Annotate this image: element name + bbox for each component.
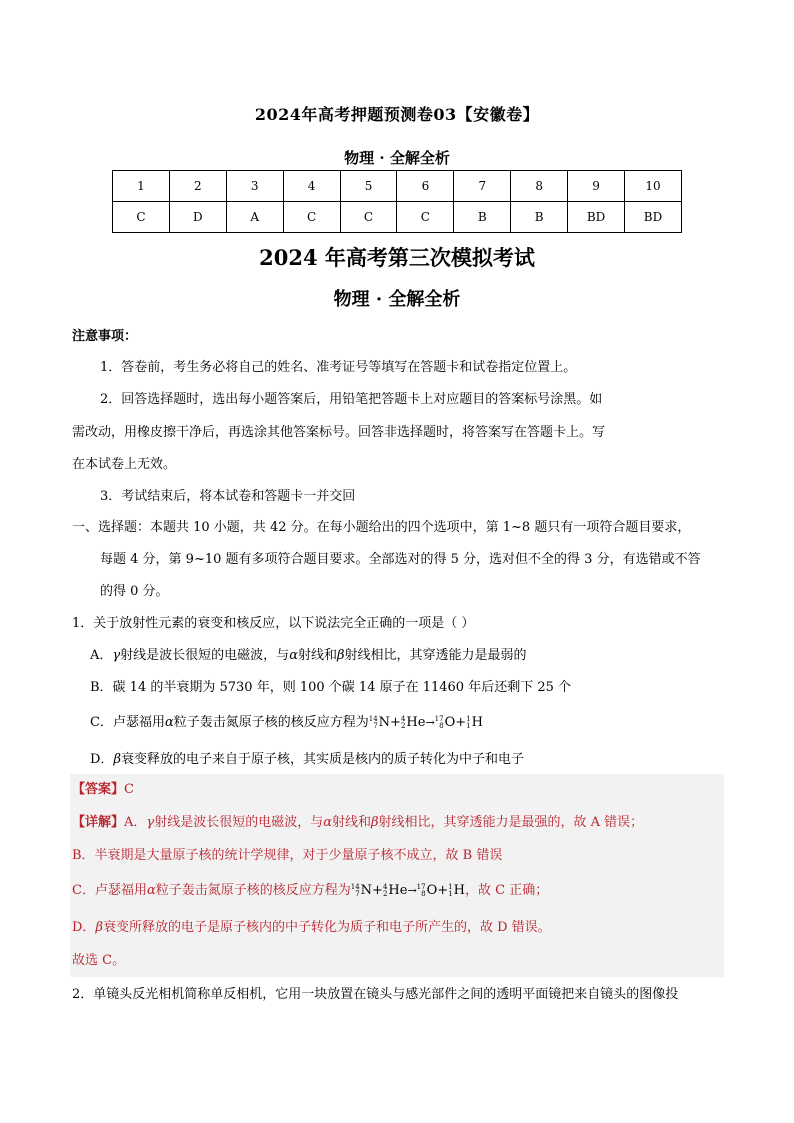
table-row [113,171,682,202]
answer-cell: B [511,202,568,233]
option-text: 射线和 [297,648,337,663]
question-number: 2 [169,171,226,202]
gamma-symbol: γ [146,815,155,830]
section-instructions-cont: 每题 4 分，第 9~10 题有多项符合题目要求。全部选对的得 5 分，选对但不全的得 3 分，有选错或不答 [100,552,701,567]
beta-symbol: β [336,648,345,663]
option-text: 粒子轰击氮原子核的核反应方程为 [173,715,369,730]
question-number: 8 [511,171,568,202]
beta-symbol: β [371,815,379,830]
answer-value: C [124,782,134,797]
beta-symbol: β [95,920,103,935]
exam-title: 2024 年高考第三次模拟考试 [259,245,535,270]
option-text: D． [90,752,114,767]
answer-cell: C [283,202,340,233]
detail-tag: 【详解】 [72,815,125,830]
gamma-symbol: γ [112,648,121,663]
question-1-option-d [90,752,524,768]
answer-line [72,782,134,798]
notice-item-1: 1．答卷前，考生务必将自己的姓名、准考证号等填写在答题卡和试卷指定位置上。 [100,360,577,375]
answer-cell: BD [568,202,625,233]
arrow-icon: → [407,884,417,897]
question-number: 4 [283,171,340,202]
alpha-symbol: α [164,715,174,730]
notice-heading: 注意事项： [72,329,138,344]
question-1-stem: 1．关于放射性元素的衰变和核反应，以下说法完全正确的一项是（ ） [72,616,475,631]
alpha-symbol: α [289,648,298,663]
alpha-symbol: α [146,883,156,898]
section-instructions: 一、选择题：本题共 10 小题，共 42 分。在每小题给出的四个选项中，第 1~8 题只有一项符合题目要求， [72,520,691,535]
answer-cell: BD [625,202,682,233]
option-text: A． [90,648,113,663]
detail-line-b: B．半衰期是大量原子核的统计学规律，对于少量原子核不成立，故 B 错误 [72,848,503,863]
section-instructions-end: 的得 0 分。 [100,584,169,599]
question-1-option-a [90,648,527,664]
answer-cell: C [397,202,454,233]
exam-subtitle: 物理 · 全解全析 [333,289,461,310]
question-number: 3 [226,171,283,202]
question-number: 10 [625,171,682,202]
question-number: 6 [397,171,454,202]
detail-line-a: 【详解】A．γ射线是波长很短的电磁波，与α射线和β射线相比，其穿透能力是最强的，故 A 错误； [72,815,644,830]
notice-item-2-cont: 需改动，用橡皮擦干净后，再选涂其他答案标号。回答非选择题时，将答案写在答题卡上。写 [72,425,606,440]
notice-item-2-end: 在本试卷上无效。 [72,457,177,472]
question-number: 5 [340,171,397,202]
question-number: 7 [454,171,511,202]
answer-cell: B [454,202,511,233]
answer-cell: C [113,202,170,233]
question-1-option-c [90,715,483,731]
option-text: 射线相比，其穿透能力是最弱的 [344,648,527,663]
alpha-symbol: α [323,815,332,830]
answer-tag: 【答案】 [72,782,125,797]
answer-key-table [112,170,682,233]
option-text: C．卢瑟福用 [90,715,165,730]
paper-title: 2024年高考押题预测卷03【安徽卷】 [254,105,540,124]
answer-cell: A [226,202,283,233]
question-number: 9 [568,171,625,202]
answer-conclusion: 故选 C。 [72,953,126,968]
detail-line-c: C．卢瑟福用α粒子轰击氮原子核的核反应方程为 14 7 N+ 4 2 He→ 17 8 O+ 1 1 H，故 C 正确； [72,882,549,898]
question-1-option-b: B．碳 14 的半衰期为 5730 年，则 100 个碳 14 原子在 11460 年后还剩下 25 个 [90,680,572,695]
paper-subtitle: 物理 · 全解全析 [344,149,450,167]
nuclear-equation: 14 7 N+ 4 2 He→ 17 8 O+ 1 1 H [368,714,483,730]
answer-cell: D [169,202,226,233]
notice-item-3: 3．考试结束后，将本试卷和答题卡一并交回 [100,489,356,504]
question-2-stem: 2．单镜头反光相机简称单反相机，它用一块放置在镜头与感光部件之间的透明平面镜把来自镜头的图像投 [72,987,679,1002]
question-number: 1 [113,171,170,202]
notice-item-2: 2．回答选择题时，选出每小题答案后，用铅笔把答题卡上对应题目的答案标号涂黑。如 [100,392,603,407]
arrow-icon: → [425,716,435,729]
nuclear-equation: 14 7 N+ 4 2 He→ 17 8 O+ 1 1 H [350,882,465,898]
table-row [113,202,682,233]
answer-explanation-box [70,774,724,977]
beta-symbol: β [113,752,121,767]
option-text: 射线是波长很短的电磁波，与 [120,648,290,663]
detail-line-d: D．β衰变所释放的电子是原子核内的中子转化为质子和电子所产生的，故 D 错误。 [72,920,551,935]
answer-cell: C [340,202,397,233]
option-text: 衰变释放的电子来自于原子核，其实质是核内的质子转化为中子和电子 [120,752,524,767]
